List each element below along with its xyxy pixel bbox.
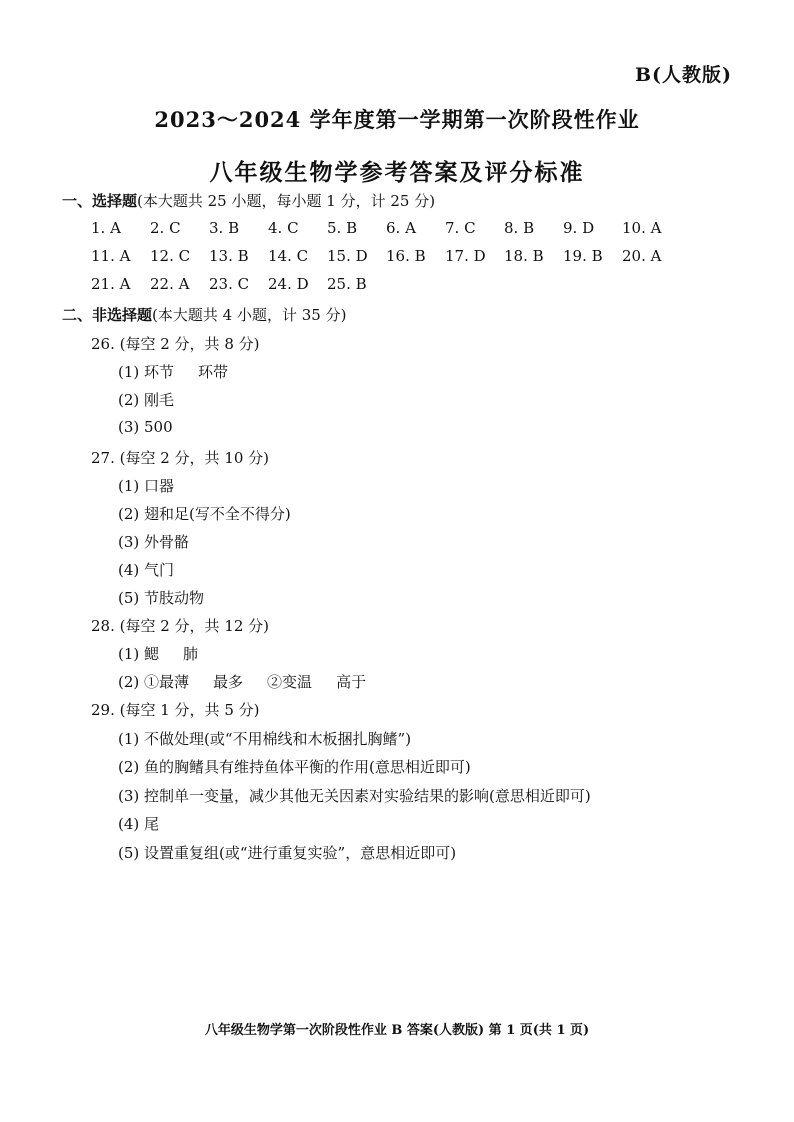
question-27-label: 27. (每空 2 分，共 10 分) (91, 449, 270, 467)
section-title: 一、选择题 (62, 192, 138, 210)
answer-cell: 2. C (150, 219, 181, 237)
section-heading-choice (62, 190, 435, 211)
answer-cell: 19. B (563, 247, 603, 265)
answer-text: 环带 (198, 363, 229, 381)
question-29-answer-4: (4) 尾 (118, 815, 160, 833)
page-title: 2023～2024 学年度第一学期第一次阶段性作业 (154, 107, 640, 132)
answer-cell: 15. D (327, 247, 368, 265)
answer-cell: 17. D (445, 247, 486, 265)
answer-cell: 4. C (268, 219, 299, 237)
question-29-answer-1: (1) 不做处理(或“不用棉线和木板捆扎胸鳍”) (118, 730, 412, 748)
answer-text: ②变温 (267, 673, 313, 691)
answer-cell: 6. A (386, 219, 416, 237)
question-29-label: 29. (每空 1 分，共 5 分) (91, 701, 260, 719)
answer-cell: 21. A (91, 275, 131, 293)
question-27-answer-2: (2) 翅和足(写不全不得分) (118, 505, 291, 523)
answer-cell: 18. B (504, 247, 544, 265)
answer-cell: 7. C (445, 219, 476, 237)
answer-cell: 23. C (209, 275, 250, 293)
edition-label: B(人教版) (634, 64, 732, 86)
question-29-answer-2: (2) 鱼的胸鳍具有维持鱼体平衡的作用(意思相近即可) (118, 758, 471, 776)
question-28-answer-2 (118, 671, 366, 692)
choice-answer-grid (91, 218, 681, 302)
page-subtitle: 八年级生物学参考答案及评分标准 (209, 159, 585, 186)
question-27-answer-3: (3) 外骨骼 (118, 533, 190, 551)
answer-text: (2) ①最薄 (118, 673, 190, 691)
answer-cell: 24. D (268, 275, 309, 293)
answer-row (91, 274, 681, 302)
answer-cell: 25. B (327, 275, 367, 293)
question-28-answer-1 (118, 643, 198, 664)
question-26-label: 26. (每空 2 分，共 8 分) (91, 335, 260, 353)
question-27-answer-5: (5) 节肢动物 (118, 589, 205, 607)
page-footer: 八年级生物学第一次阶段性作业 B 答案(人教版) 第 1 页(共 1 页) (204, 1023, 590, 1038)
section-note: (本大题共 25 小题，每小题 1 分，计 25 分) (137, 192, 436, 210)
question-27-answer-1: (1) 口器 (118, 477, 175, 495)
answer-cell: 10. A (622, 219, 662, 237)
answer-row (91, 246, 681, 274)
answer-cell: 5. B (327, 219, 358, 237)
answer-text: (1) 鳃 (118, 645, 160, 663)
answer-cell: 14. C (268, 247, 309, 265)
question-26-answer-3: (3) 500 (118, 418, 173, 436)
answer-cell: 12. C (150, 247, 191, 265)
question-29-answer-3: (3) 控制单一变量，减少其他无关因素对实验结果的影响(意思相近即可) (118, 787, 591, 805)
answer-text: (1) 环节 (118, 363, 175, 381)
answer-cell: 1. A (91, 219, 121, 237)
answer-text: 高于 (336, 673, 367, 691)
section-note: (本大题共 4 小题，计 35 分) (152, 306, 347, 324)
section-title: 二、非选择题 (62, 306, 153, 324)
answer-cell: 3. B (209, 219, 240, 237)
question-26-answer-1 (118, 361, 228, 382)
question-28-label: 28. (每空 2 分，共 12 分) (91, 617, 270, 635)
answer-cell: 11. A (91, 247, 131, 265)
answer-cell: 16. B (386, 247, 426, 265)
answer-cell: 8. B (504, 219, 535, 237)
question-26-answer-2: (2) 刚毛 (118, 391, 175, 409)
question-29-answer-5: (5) 设置重复组(或“进行重复实验”，意思相近即可) (118, 844, 457, 862)
answer-cell: 22. A (150, 275, 190, 293)
answer-cell: 20. A (622, 247, 662, 265)
answer-row (91, 218, 681, 246)
answer-cell: 13. B (209, 247, 249, 265)
answer-text: 最多 (213, 673, 244, 691)
section-heading-open (62, 304, 346, 325)
question-27-answer-4: (4) 气门 (118, 561, 175, 579)
answer-cell: 9. D (563, 219, 595, 237)
answer-text: 肺 (183, 645, 199, 663)
